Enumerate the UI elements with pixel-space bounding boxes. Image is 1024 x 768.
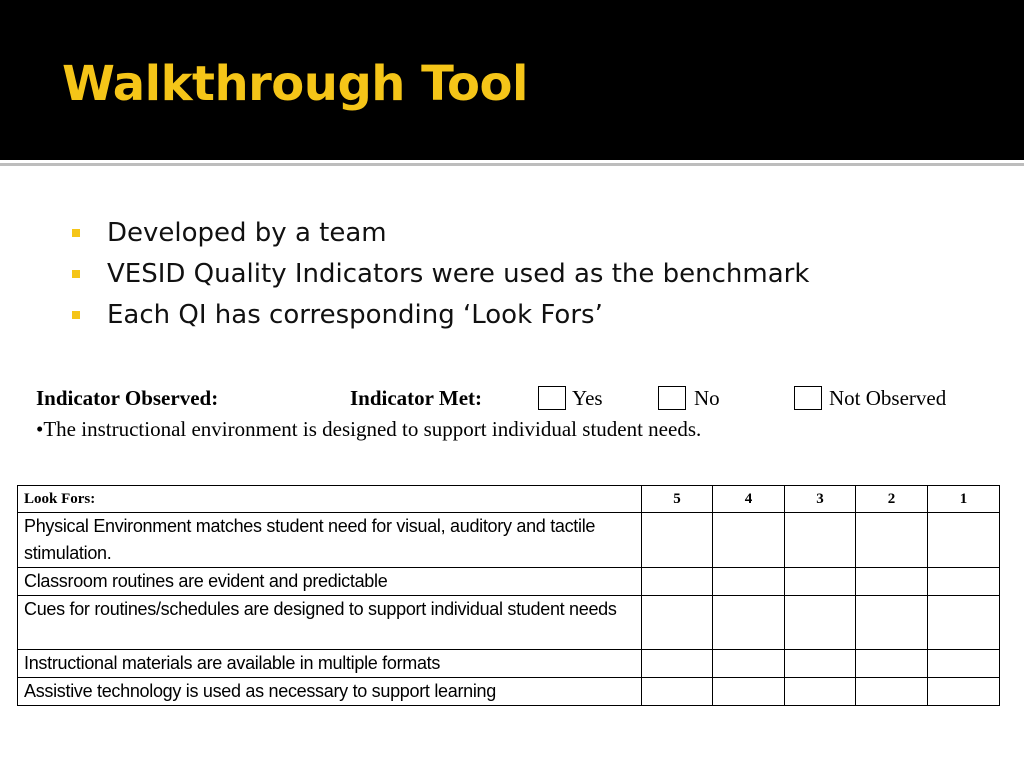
score-cell[interactable] xyxy=(713,568,785,596)
score-cell[interactable] xyxy=(785,513,856,568)
bullet-item xyxy=(72,212,809,253)
look-for-item: Assistive technology is used as necessary to support learning xyxy=(18,678,642,706)
score-cell[interactable] xyxy=(856,513,928,568)
score-cell[interactable] xyxy=(856,650,928,678)
square-bullet-icon xyxy=(72,311,80,319)
title-divider xyxy=(0,163,1024,166)
look-for-item: Cues for routines/schedules are designed to support individual student needs xyxy=(18,596,642,650)
slide-title: Walkthrough Tool xyxy=(62,56,528,112)
look-fors-table xyxy=(17,485,1000,706)
score-cell[interactable] xyxy=(642,513,713,568)
score-cell[interactable] xyxy=(928,678,1000,706)
bullet-text: Each QI has corresponding ‘Look Fors’ xyxy=(107,299,603,330)
score-cell[interactable] xyxy=(713,678,785,706)
score-cell[interactable] xyxy=(642,568,713,596)
title-bar xyxy=(0,0,1024,160)
look-for-item: Classroom routines are evident and predictable xyxy=(18,568,642,596)
table-row xyxy=(18,568,1000,596)
score-cell[interactable] xyxy=(856,678,928,706)
environment-statement: •The instructional environment is designed to support individual student needs. xyxy=(36,417,702,441)
table-row xyxy=(18,596,1000,650)
yes-option-label: Yes xyxy=(572,386,603,410)
score-cell[interactable] xyxy=(785,650,856,678)
look-for-item: Physical Environment matches student need for visual, auditory and tactile stimulation. xyxy=(18,513,642,568)
score-header: 1 xyxy=(928,486,1000,513)
bullet-text: VESID Quality Indicators were used as the benchmark xyxy=(107,258,810,289)
bullet-item xyxy=(72,294,809,335)
score-cell[interactable] xyxy=(856,568,928,596)
score-cell[interactable] xyxy=(713,596,785,650)
score-cell[interactable] xyxy=(785,568,856,596)
score-header: 4 xyxy=(713,486,785,513)
score-header: 3 xyxy=(785,486,856,513)
bullet-item xyxy=(72,253,809,294)
bullet-text: Developed by a team xyxy=(107,217,387,248)
indicator-line xyxy=(36,384,996,412)
score-cell[interactable] xyxy=(856,596,928,650)
look-fors-header: Look Fors: xyxy=(18,486,642,513)
score-cell[interactable] xyxy=(928,568,1000,596)
table-header-row xyxy=(18,486,1000,513)
not-observed-option-label: Not Observed xyxy=(829,386,947,410)
score-cell[interactable] xyxy=(785,596,856,650)
look-for-item: Instructional materials are available in multiple formats xyxy=(18,650,642,678)
square-bullet-icon xyxy=(72,229,80,237)
score-cell[interactable] xyxy=(642,678,713,706)
yes-checkbox[interactable] xyxy=(538,386,566,410)
score-header: 2 xyxy=(856,486,928,513)
bullet-list xyxy=(72,212,809,335)
score-cell[interactable] xyxy=(713,513,785,568)
score-cell[interactable] xyxy=(928,513,1000,568)
table-row xyxy=(18,678,1000,706)
no-checkbox[interactable] xyxy=(658,386,686,410)
table-row xyxy=(18,513,1000,568)
score-header: 5 xyxy=(642,486,713,513)
not-observed-checkbox[interactable] xyxy=(794,386,822,410)
square-bullet-icon xyxy=(72,270,80,278)
score-cell[interactable] xyxy=(642,596,713,650)
indicator-observed-label: Indicator Observed: xyxy=(36,386,219,410)
score-cell[interactable] xyxy=(928,596,1000,650)
score-cell[interactable] xyxy=(928,650,1000,678)
indicator-met-label: Indicator Met: xyxy=(350,386,482,410)
score-cell[interactable] xyxy=(642,650,713,678)
no-option-label: No xyxy=(694,386,720,410)
score-cell[interactable] xyxy=(785,678,856,706)
score-cell[interactable] xyxy=(713,650,785,678)
table-row xyxy=(18,650,1000,678)
